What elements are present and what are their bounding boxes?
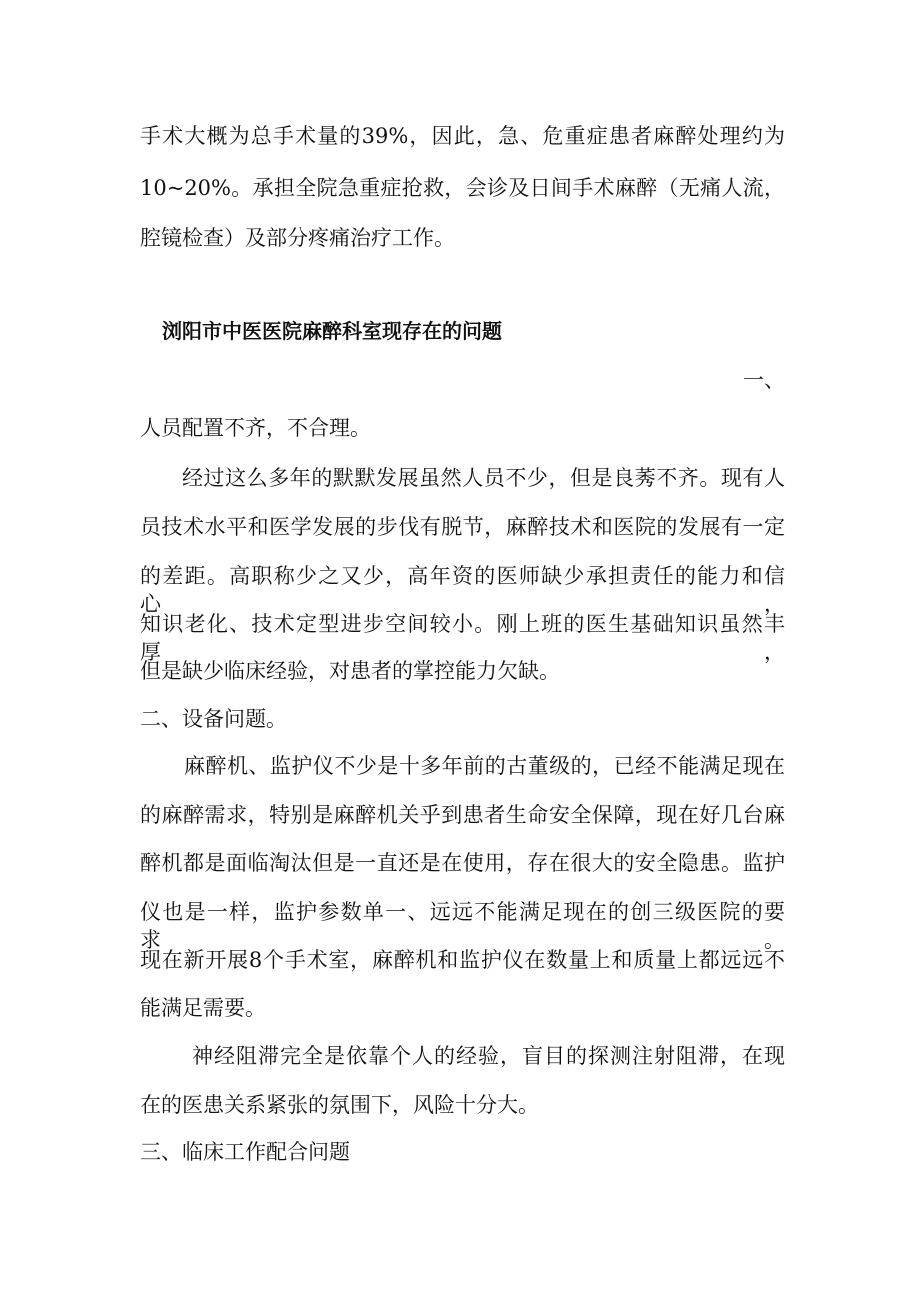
- paragraph-line: 的麻醉需求，特别是麻醉机关乎到患者生命安全保障，现在好几台麻: [140, 803, 785, 827]
- section-heading: 浏阳市中医医院麻醉科室现存在的问题: [162, 319, 502, 343]
- paragraph-line: 10~20%。承担全院急重症抢救，会诊及日间手术麻醉（无痛人流，: [140, 176, 785, 200]
- paragraph-line: 知识老化、技术定型进步空间较小。刚上班的医生基础知识虽然丰厚，: [140, 612, 785, 664]
- section-number: 一、: [743, 368, 785, 392]
- paragraph-line: 醉机都是面临淘汰但是一直还是在使用，存在很大的安全隐患。监护: [140, 851, 785, 875]
- subsection-title: 二、设备问题。: [140, 707, 287, 731]
- paragraph-line: 麻醉机、监护仪不少是十多年前的古董级的，已经不能满足现在: [184, 754, 785, 778]
- subsection-title: 人员配置不齐，不合理。: [140, 416, 371, 440]
- paragraph-line: 经过这么多年的默默发展虽然人员不少，但是良莠不齐。现有人: [182, 466, 785, 490]
- paragraph-line: 员技术水平和医学发展的步伐有脱节，麻醉技术和医院的发展有一定: [140, 515, 785, 539]
- paragraph-line: 在的医患关系紧张的氛围下，风险十分大。: [140, 1093, 539, 1117]
- paragraph-line: 腔镜检查）及部分疼痛治疗工作。: [140, 226, 455, 250]
- paragraph-line: 神经阻滞完全是依靠个人的经验，盲目的探测注射阻滞，在现: [192, 1044, 785, 1068]
- paragraph-line: 但是缺少临床经验，对患者的掌控能力欠缺。: [140, 659, 560, 683]
- paragraph-line: 现在新开展8个手术室，麻醉机和监护仪在数量上和质量上都远远不: [140, 948, 785, 972]
- paragraph-line: 仪也是一样，监护参数单一、远远不能满足现在的创三级医院的要求。: [140, 900, 785, 952]
- paragraph-line: 手术大概为总手术量的39%，因此，急、危重症患者麻醉处理约为: [140, 124, 785, 148]
- paragraph-line: 的差距。高职称少之又少，高年资的医师缺少承担责任的能力和信心，: [140, 564, 785, 616]
- subsection-title: 三、临床工作配合问题: [140, 1140, 350, 1164]
- paragraph-line: 能满足需要。: [140, 996, 266, 1020]
